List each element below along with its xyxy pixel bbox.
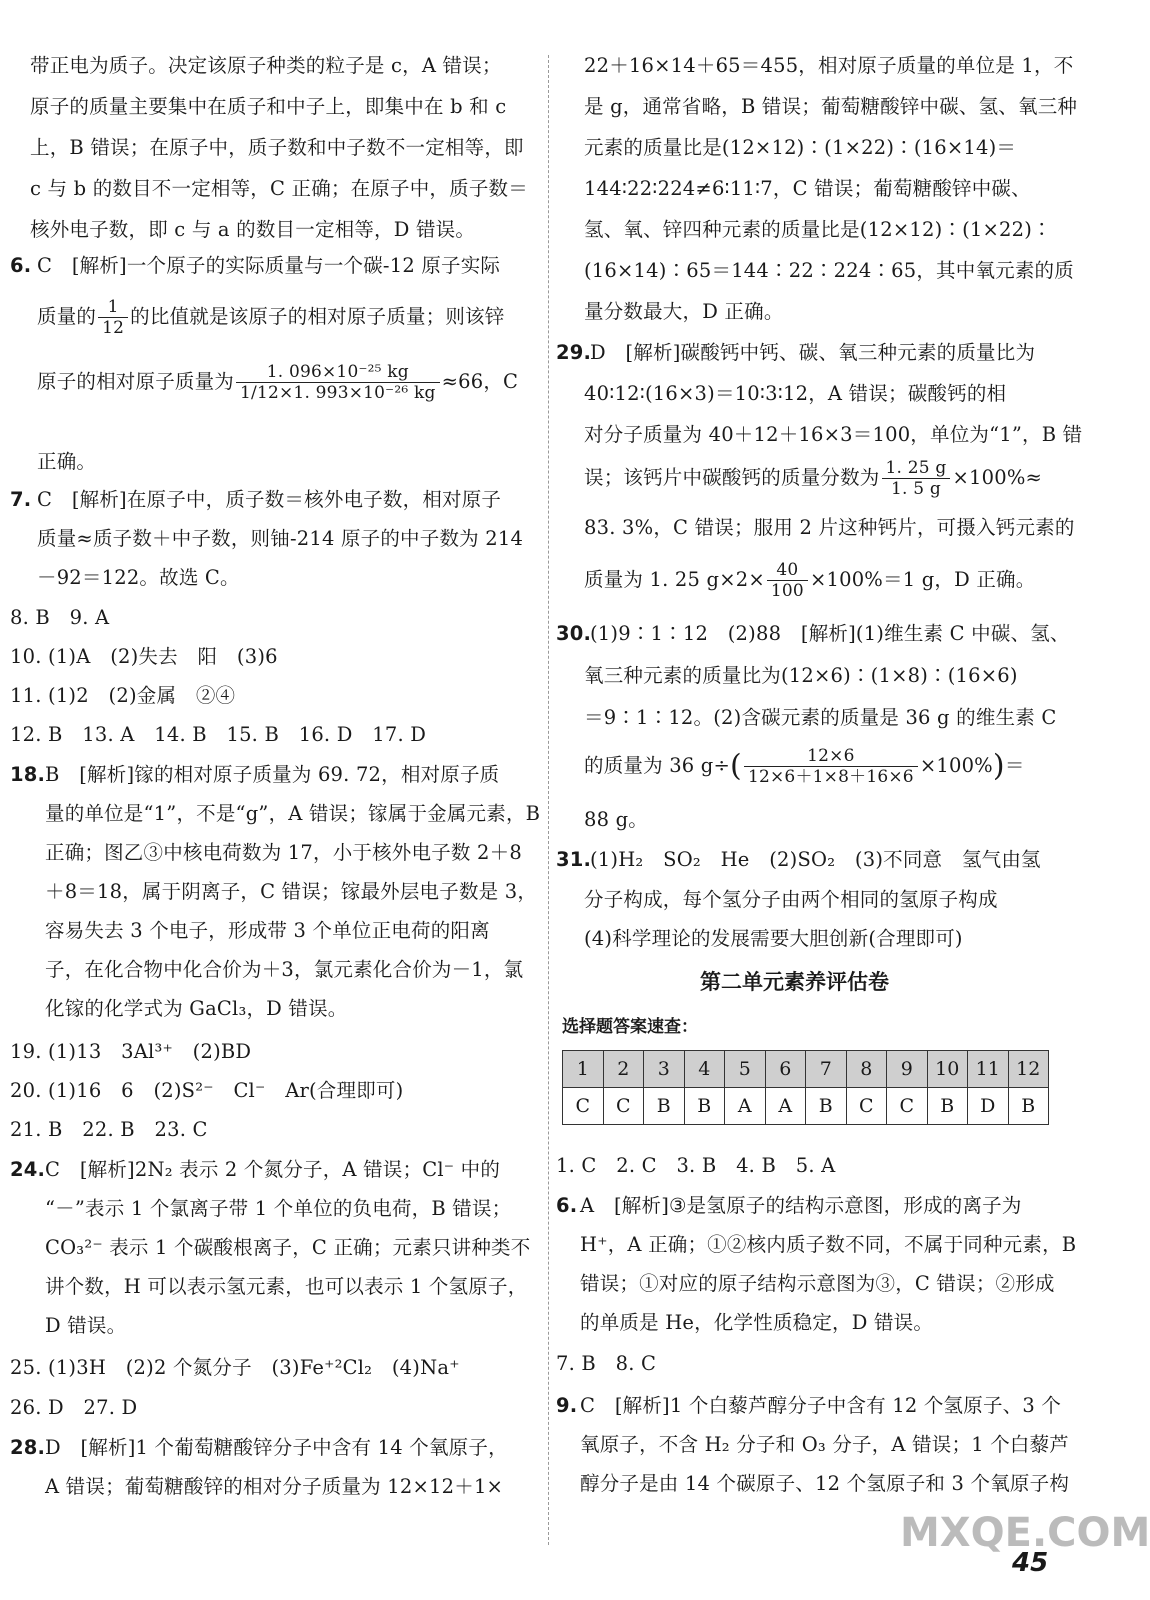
answer-line: 20. (1)16 6 (2)S²⁻ Cl⁻ Ar(合理即可) xyxy=(10,1079,404,1102)
answer-cell: B xyxy=(806,1088,847,1125)
text-line: 144∶22∶224≠6∶11∶7，C 错误；葡萄糖酸锌中碳、 xyxy=(584,177,1031,200)
question-number-cell: 8 xyxy=(846,1051,887,1088)
question-number: 6. xyxy=(556,1194,578,1217)
answer-cell: C xyxy=(563,1088,604,1125)
text-line: 讲个数，H 可以表示氢元素，也可以表示 1 个氢原子， xyxy=(45,1275,528,1298)
text-line: (4)科学理论的发展需要大胆创新(合理即可) xyxy=(584,927,963,950)
question-number: 9. xyxy=(556,1394,578,1417)
text-line: ＝9∶1∶12。(2)含碳元素的质量是 36 g 的维生素 C xyxy=(584,706,1057,729)
text-line: 醇分子是由 14 个碳原子、12 个氢原子和 3 个氧原子构 xyxy=(580,1472,1070,1495)
answer-cell: A xyxy=(725,1088,766,1125)
text-line: 正确；图乙③中核电荷数为 17，小于核外电子数 2＋8 xyxy=(45,841,522,864)
text-line: 氧原子，不含 H₂ 分子和 O₃ 分子，A 错误；1 个白藜芦 xyxy=(580,1433,1070,1456)
answer-line: 19. (1)13 3Al³⁺ (2)BD xyxy=(10,1040,252,1063)
column-divider xyxy=(548,55,549,1545)
text-line: C [解析]在原子中，质子数＝核外电子数，相对原子 xyxy=(37,488,502,511)
answer-cell: C xyxy=(603,1088,644,1125)
question-number: 31. xyxy=(556,848,592,871)
text-line: (1)H₂ SO₂ He (2)SO₂ (3)不同意 氢气由氢 xyxy=(590,848,1041,871)
question-number-cell: 7 xyxy=(806,1051,847,1088)
text-line: “－”表示 1 个氯离子带 1 个单位的负电荷，B 错误； xyxy=(45,1197,512,1220)
answer-cell: B xyxy=(684,1088,725,1125)
question-number-cell: 12 xyxy=(1008,1051,1049,1088)
answer-line: 7. B 8. C xyxy=(556,1352,657,1375)
question-number: 7. xyxy=(10,488,32,511)
question-number: 30. xyxy=(556,622,592,645)
text-line: CO₃²⁻ 表示 1 个碳酸根离子，C 正确；元素只讲种类不 xyxy=(45,1236,531,1259)
text-line: 质量为 1. 25 g×2× $\frac{40}{100}$ ×100%＝1 g，D 正确。 xyxy=(584,560,1036,601)
left-paren: ( xyxy=(730,748,742,784)
text-line: C [解析]2N₂ 表示 2 个氮分子，A 错误；Cl⁻ 中的 xyxy=(45,1158,501,1181)
text-line: 元素的质量比是(12×12)∶(1×22)∶(16×14)＝ xyxy=(584,136,1017,159)
question-number: 6. xyxy=(10,254,32,277)
question-number-cell: 5 xyxy=(725,1051,766,1088)
text-line: 分子构成，每个氢分子由两个相同的氢原子构成 xyxy=(584,888,998,911)
fraction: $\frac{1}{12}$ xyxy=(98,297,128,338)
text-line: 是 g，通常省略，B 错误；葡萄糖酸锌中碳、氢、氧三种 xyxy=(584,95,1078,118)
fraction: $\frac{\text{1. 096×10⁻²⁵ kg}}{\text{1/12×1. 993×10⁻²⁶ kg}}$ xyxy=(236,362,440,403)
text-line: 83. 3%，C 错误；服用 2 片这种钙片，可摄入钙元素的 xyxy=(584,516,1075,539)
answer-table-answers xyxy=(563,1088,1049,1125)
text-line: B [解析]镓的相对原子质量为 69. 72，相对原子质 xyxy=(45,763,500,786)
answer-line: 1. C 2. C 3. B 4. B 5. A xyxy=(556,1154,836,1177)
question-number-cell: 6 xyxy=(765,1051,806,1088)
question-number-cell: 3 xyxy=(644,1051,685,1088)
text-line: 量分数最大，D 正确。 xyxy=(584,300,784,323)
text-line: 质量的 $\frac{1}{12}$ 的比值就是该原子的相对原子质量；则该锌 xyxy=(37,297,505,338)
answer-line: 8. B 9. A xyxy=(10,606,110,629)
text-line: 原子的相对原子质量为 $\frac{\text{1. 096×10⁻²⁵ kg}}{\text{1/12×1. 993×10⁻²⁶ kg}}$ ≈66，C xyxy=(37,362,519,403)
text-line: 氢、氧、锌四种元素的质量比是(12×12)∶(1×22)∶ xyxy=(584,218,1052,241)
answer-line: 10. (1)A (2)失去 阳 (3)6 xyxy=(10,645,278,668)
text-line: 上，B 错误；在原子中，质子数和中子数不一定相等，即 xyxy=(30,136,524,159)
text-line: ＋8＝18，属于阴离子，C 错误；镓最外层电子数是 3， xyxy=(45,880,538,903)
text-line: 的质量为 36 g÷( $\frac{12\times 6}{12\times 6+1\times 8+16\times 6}$ ×100%)＝ xyxy=(584,746,1025,787)
right-paren: ) xyxy=(992,748,1005,784)
text-line: 质量≈质子数＋中子数，则铀-214 原子的中子数为 214 xyxy=(37,527,524,550)
text-line: 核外电子数，即 c 与 a 的数目一定相等，D 错误。 xyxy=(30,218,476,241)
page-number: 45 xyxy=(1012,1548,1049,1578)
question-number: 28. xyxy=(10,1436,46,1459)
answer-line: 12. B 13. A 14. B 15. B 16. D 17. D xyxy=(10,723,427,746)
answer-line: 26. D 27. D xyxy=(10,1396,138,1419)
text-line: 错误；①对应的原子结构示意图为③，C 错误；②形成 xyxy=(580,1272,1055,1295)
text-line: C [解析]1 个白藜芦醇分子中含有 12 个氢原子、3 个 xyxy=(580,1394,1062,1417)
answer-line: 11. (1)2 (2)金属 ②④ xyxy=(10,684,236,707)
answer-line: 21. B 22. B 23. C xyxy=(10,1118,208,1141)
question-number-cell: 9 xyxy=(887,1051,928,1088)
text-line: 量的单位是“1”，不是“g”，A 错误；镓属于金属元素，B xyxy=(45,802,541,825)
text-line: 对分子质量为 40＋12＋16×3＝100，单位为“1”，B 错 xyxy=(584,423,1083,446)
watermark: MXQE.COM xyxy=(900,1510,1150,1556)
answer-cell: C xyxy=(846,1088,887,1125)
text-line: 22＋16×14＋65＝455，相对原子质量的单位是 1，不 xyxy=(584,54,1074,77)
text-line: (16×14)∶65＝144∶22∶224∶65，其中氧元素的质 xyxy=(584,259,1074,282)
text-line: 原子的质量主要集中在质子和中子上，即集中在 b 和 c xyxy=(30,95,507,118)
text-line: c 与 b 的数目不一定相等，C 正确；在原子中，质子数＝ xyxy=(30,177,528,200)
question-number-cell: 11 xyxy=(968,1051,1009,1088)
answer-table xyxy=(562,1050,1049,1125)
text-line: 88 g。 xyxy=(584,808,648,831)
text-line: 带正电为质子。决定该原子种类的粒子是 c，A 错误； xyxy=(30,54,502,77)
text-line: 容易失去 3 个电子，形成带 3 个单位正电荷的阳离 xyxy=(45,919,490,942)
text-line: (1)9∶1∶12 (2)88 [解析](1)维生素 C 中碳、氢、 xyxy=(590,622,1070,645)
answer-cell: B xyxy=(644,1088,685,1125)
answer-cell: A xyxy=(765,1088,806,1125)
answer-cell: C xyxy=(887,1088,928,1125)
question-number: 29. xyxy=(556,341,592,364)
question-number-cell: 4 xyxy=(684,1051,725,1088)
fraction: $\frac{40}{100}$ xyxy=(767,560,808,601)
section-title: 第二单元素养评估卷 xyxy=(700,970,889,994)
text-line: D 错误。 xyxy=(45,1314,127,1337)
fraction: $\frac{12\times 6}{12\times 6+1\times 8+16\times 6}$ xyxy=(744,746,918,787)
quick-answer-label: 选择题答案速查： xyxy=(562,1017,698,1037)
text-line: A [解析]③是氢原子的结构示意图，形成的离子为 xyxy=(580,1194,1022,1217)
text-line: 误；该钙片中碳酸钙的质量分数为 $\frac{1. 25 g}{1. 5 g}$ ×100%≈ xyxy=(584,458,1043,499)
question-number-cell: 2 xyxy=(603,1051,644,1088)
answer-cell: B xyxy=(1008,1088,1049,1125)
question-number: 24. xyxy=(10,1158,46,1181)
text-line: C [解析]一个原子的实际质量与一个碳-12 原子实际 xyxy=(37,254,501,277)
text-line: 氧三种元素的质量比为(12×6)∶(1×8)∶(16×6) xyxy=(584,664,1018,687)
text-line: －92＝122。故选 C。 xyxy=(37,566,240,589)
answer-cell: B xyxy=(927,1088,968,1125)
text-line: 化镓的化学式为 GaCl₃，D 错误。 xyxy=(45,997,348,1020)
question-number: 18. xyxy=(10,763,46,786)
text-line: 子，在化合物中化合价为＋3，氯元素化合价为－1，氯 xyxy=(45,958,524,981)
answer-table-header xyxy=(563,1051,1049,1088)
text-line: D [解析]碳酸钙中钙、碳、氧三种元素的质量比为 xyxy=(590,341,1036,364)
question-number-cell: 10 xyxy=(927,1051,968,1088)
text-line: D [解析]1 个葡萄糖酸锌分子中含有 14 个氧原子， xyxy=(45,1436,508,1459)
text-line: A 错误；葡萄糖酸锌的相对分子质量为 12×12＋1× xyxy=(45,1475,504,1498)
question-number-cell: 1 xyxy=(563,1051,604,1088)
answer-line: 25. (1)3H (2)2 个氮分子 (3)Fe⁺²Cl₂ (4)Na⁺ xyxy=(10,1356,460,1379)
text-line: 的单质是 He，化学性质稳定，D 错误。 xyxy=(580,1311,934,1334)
text-line: H⁺，A 正确；①②核内质子数不同，不属于同种元素，B xyxy=(580,1233,1077,1256)
answer-cell: D xyxy=(968,1088,1009,1125)
text-line: 40∶12∶(16×3)＝10∶3∶12，A 错误；碳酸钙的相 xyxy=(584,382,1007,405)
fraction: $\frac{1. 25 g}{1. 5 g}$ xyxy=(882,458,951,499)
text-line: 正确。 xyxy=(37,450,97,473)
